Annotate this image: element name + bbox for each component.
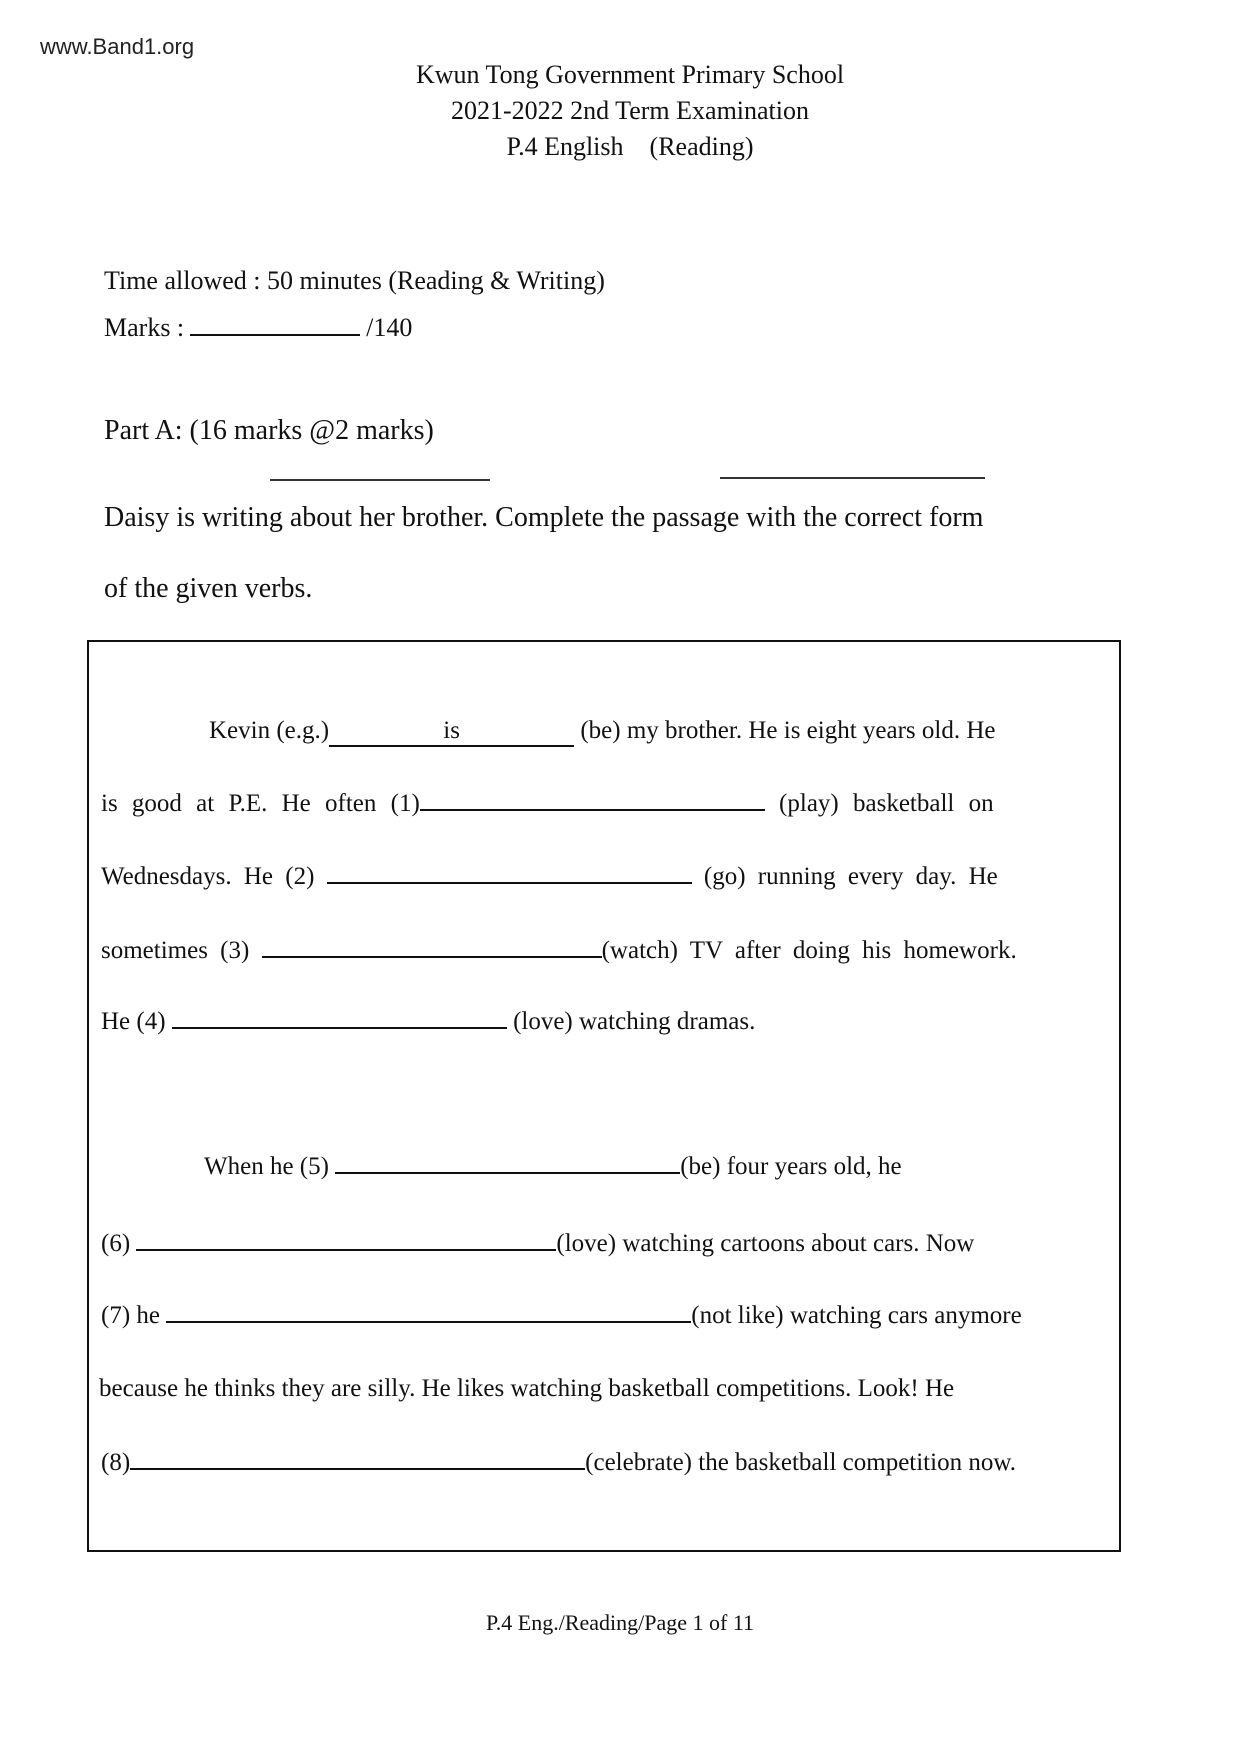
text: (celebrate) the basketball competition now.	[585, 1449, 1017, 1476]
watermark: www.Band1.org	[40, 34, 195, 59]
subject-title	[0, 132, 1240, 162]
divider	[270, 479, 490, 481]
example-answer: is	[329, 717, 574, 747]
answer-blank-1[interactable]	[420, 809, 765, 811]
page-footer: P.4 Eng./Reading/Page 1 of 11	[485, 1610, 755, 1635]
passage-line	[101, 790, 994, 818]
text: Wednesdays. He (2)	[101, 863, 315, 890]
subject: P.4 English	[506, 132, 624, 161]
divider	[720, 477, 985, 479]
paper: (Reading)	[649, 132, 754, 161]
text: (watch) TV after doing his homework.	[601, 937, 1017, 964]
school-name: Kwun Tong Government Primary School	[415, 60, 845, 89]
marks-total: /140	[366, 313, 413, 342]
instruction-line-1: Daisy is writing about her brother. Complete the passage with the correct form	[104, 502, 984, 533]
text: (love) watching cartoons about cars. Now	[556, 1230, 975, 1257]
text: is good at P.E. He often (1)	[101, 790, 420, 817]
answer-blank-8[interactable]	[130, 1468, 585, 1470]
passage-line	[101, 1008, 755, 1036]
part-title: Part A: (16 marks @2 marks)	[104, 415, 434, 446]
answer-blank-2[interactable]	[327, 882, 692, 884]
text: (6)	[101, 1230, 131, 1257]
passage-line	[204, 1153, 902, 1181]
answer-blank-4[interactable]	[172, 1027, 507, 1029]
text: (be) my brother. He is eight years old. He	[580, 717, 996, 744]
passage-line	[101, 863, 998, 891]
exam-title: 2021-2022 2nd Term Examination	[450, 96, 810, 125]
marks-label: Marks :	[104, 313, 185, 342]
passage-line	[101, 1302, 1022, 1330]
text: When he (5)	[204, 1153, 329, 1180]
text: (be) four years old, he	[680, 1153, 902, 1180]
passage-line	[101, 937, 1017, 965]
passage-box	[87, 640, 1121, 1552]
text: (play) basketball on	[779, 790, 994, 817]
time-label: Time allowed :	[104, 266, 261, 295]
text: (not like) watching cars anymore	[691, 1302, 1022, 1329]
marks-row	[104, 313, 412, 343]
passage-line	[209, 717, 996, 747]
passage-line	[101, 1230, 974, 1258]
text: (7) he	[101, 1302, 160, 1329]
marks-blank	[190, 333, 360, 336]
time-value: 50 minutes (Reading & Writing)	[266, 266, 605, 295]
text: sometimes (3)	[101, 937, 250, 964]
instruction-line-2: of the given verbs.	[104, 573, 313, 604]
answer-blank-6[interactable]	[136, 1249, 556, 1251]
text: He (4)	[101, 1008, 166, 1035]
text: Kevin (e.g.)	[209, 717, 330, 744]
answer-blank-5[interactable]	[335, 1172, 680, 1174]
text: (go) running every day. He	[703, 863, 998, 890]
answer-blank-7[interactable]	[166, 1321, 691, 1323]
answer-blank-3[interactable]	[262, 956, 602, 958]
time-allowed	[104, 266, 605, 296]
passage-line: because he thinks they are silly. He likes watching basketball competitions. Look! He	[99, 1375, 955, 1402]
text: (love) watching dramas.	[513, 1008, 756, 1035]
passage-line	[101, 1449, 1016, 1477]
text: (8)	[101, 1449, 131, 1476]
